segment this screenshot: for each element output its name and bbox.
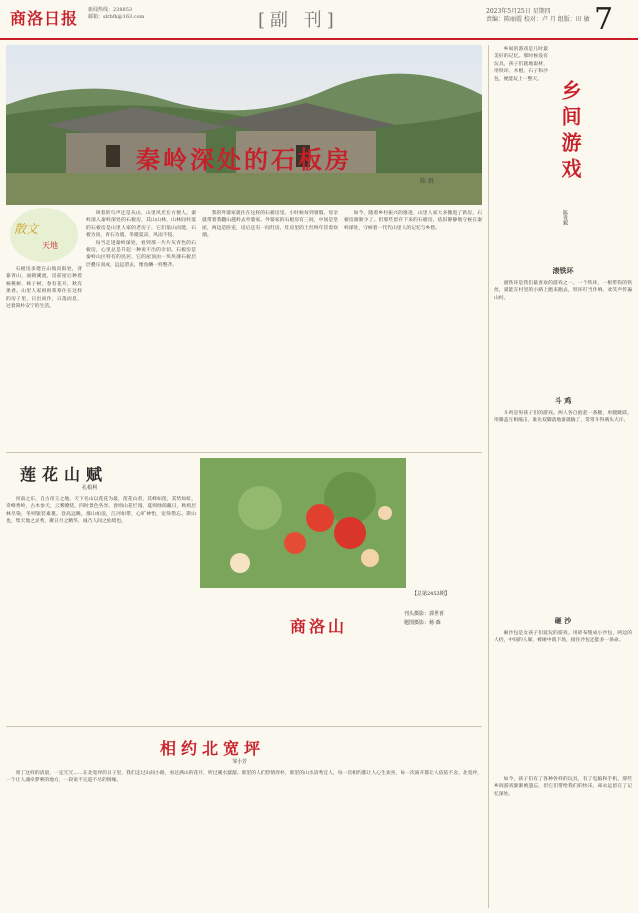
- article1-author: 陈 群: [420, 178, 434, 185]
- paragraph: 叫着的鸟声还是从山，山里风光在方便人。秦岭深入秦岭深处的石板房，其山山林，山林间村落的石板房是山里人家的老房子，它们依山而建，石板为顶，青石为墙，冬暖夏凉，风雨不侵。: [86, 211, 196, 239]
- article1-body-col0: [6, 266, 82, 450]
- design-credit: 题图摄影：杨 森: [404, 620, 441, 626]
- article4-body4: [494, 776, 632, 908]
- email: 邮箱：slrbfk@163.com: [88, 14, 145, 20]
- article4-intro: [494, 46, 548, 264]
- column-divider: [488, 45, 489, 908]
- article4-body2: [494, 410, 632, 610]
- newspaper-logo: 商洛日报: [10, 9, 79, 28]
- masthead: [0, 0, 638, 40]
- article4-author: 陈贵毅: [562, 210, 568, 225]
- article1-body-col3: [344, 210, 482, 450]
- paragraph: 如今，孩子们有了各种各样的玩具，有了电脑和手机，那些乡间游戏渐渐被遗忘，但它们带给我们的快乐，却永远留在了记忆深处。: [494, 777, 632, 797]
- issue-number: 【总第2453期】: [412, 591, 450, 597]
- photo-credits: [404, 610, 444, 628]
- paragraph: 河南之东，自古帝王之地，天下名山以莲花为最，莲花山者，其峰如莲，其势如虹，奇峰秀岭，古木参天，云雾缭绕，四时景色各异。春则山花烂漫，夏则绿荫蔽日，秋则层林尽染，冬则银装素裹。登高远眺，群山如浪，江河如带，心旷神怡，宠辱偕忘。斯山也，集天地之灵秀，聚日月之精华，诚乃人间之仙境也。: [6, 497, 196, 525]
- editors: 责编：陈丽霞 校对：卢 月 组版：田 敏: [486, 16, 590, 23]
- column-logo-text: 散文: [14, 222, 39, 236]
- article3-title: 相约北宽坪: [160, 739, 266, 758]
- subhead-sandbag: 砸 沙: [554, 616, 572, 625]
- paragraph: 如今，随着乡村振兴的推进，山里人家大多搬进了新房，石板房渐渐少了。但那些留存下来的石板房，依旧静静地守候在秦岭深处，守候着一代代山里人的记忆与乡愁。: [344, 211, 482, 231]
- photo-caption: [412, 590, 482, 599]
- subhead-hoop: 滚铁环: [552, 266, 574, 275]
- article3-body: [6, 770, 482, 908]
- contact-info: [88, 7, 144, 21]
- page-number: 7: [594, 2, 614, 37]
- section-tag: [副 刊]: [258, 10, 339, 31]
- paragraph: 滚铁环是我们最喜欢的游戏之一。一个铁环，一根带钩的铁丝，就能在村里的小路上跑来跑去，铁环叮当作响，欢笑声传遍山村。: [494, 281, 632, 301]
- flower-photo: [200, 458, 482, 714]
- paragraph: 斗鸡是男孩子们的游戏。两人各自抱起一条腿，单腿跳跃，用膝盖互相撞击，谁先双脚落地谁就输了，常常斗得满头大汗。: [494, 411, 632, 424]
- paragraph: 周丁这样的清晨，一定冗冗……在北宽坪的日子里，我们走过山间小路，看过满山的花开，听过溪水潺潺。那里的人们热情淳朴，那里的山水清秀宜人，每一次相约都让人心生欢喜，每一次离开都让人依依不舍。北宽坪，一个让人魂牵梦萦的地方，一段说不完道不尽的情缘。: [6, 771, 482, 784]
- paragraph: 石板房多建在山坡向阳处，背靠青山，面朝溪流，房前屋后种着核桃树、柿子树，春有花开，秋有果香。山里人家祖祖辈辈住在这样的房子里，日出而作，日落而息，过着简朴安宁的生活。: [6, 267, 82, 310]
- photo-title: 商洛山: [290, 617, 348, 636]
- issue-date: 2023年5月25日 星期四: [486, 8, 551, 15]
- divider: [6, 726, 482, 727]
- column-logo-sub: 天地: [42, 241, 58, 250]
- hotline: 新闻热线：238853: [88, 7, 133, 13]
- stone-house-photo: [6, 45, 482, 205]
- paragraph: 砸沙包是女孩子们爱玩的游戏。用碎布缝成小沙包，两边的人扔，中间的人躲，被砸中就下场，接住沙包还能多一条命。: [494, 631, 632, 644]
- article2-body: [6, 496, 196, 720]
- article4-title: 乡间游戏: [558, 80, 582, 184]
- paragraph: 我的外婆家就住在这样的石板房里。小时候每到暑假，母亲就带着我翻山越岭去外婆家。外婆家的石板房有三间，中间是堂屋，两边是卧室，房后还有一间灶房，灶房里的土灶终年冒着炊烟。: [202, 211, 338, 239]
- dateline: [486, 8, 590, 24]
- article2-author: 孔根利: [82, 485, 98, 491]
- paragraph: 乡间的游戏是儿时最美好的记忆。那时候没有玩具，孩子们就地取材，用铁环、木棍、石子和沙包，便能玩上一整天。: [494, 47, 548, 82]
- paragraph: 每当走进秦岭深处，看到那一片片灰青色的石板房，心里总是升起一种说不出的亲切。石板房是秦岭山区特有的民居，它的屋顶由一块块薄石板层层叠压而成，远远望去，像鱼鳞一样整齐。: [86, 240, 196, 268]
- article4-body3: [494, 630, 632, 770]
- photo-credit: 刊头摄影：郭世喜: [404, 611, 445, 617]
- article1-title: 秦岭深处的石板房: [136, 145, 352, 174]
- subhead-chicken: 斗 鸡: [554, 396, 572, 405]
- article2-title: 莲花山赋: [20, 465, 109, 484]
- article1-body-col2: [202, 210, 338, 450]
- article4-body1: [494, 280, 632, 390]
- divider: [6, 452, 482, 453]
- article3-author: 邹小芳: [232, 759, 248, 765]
- article1-body-col1: [86, 210, 196, 450]
